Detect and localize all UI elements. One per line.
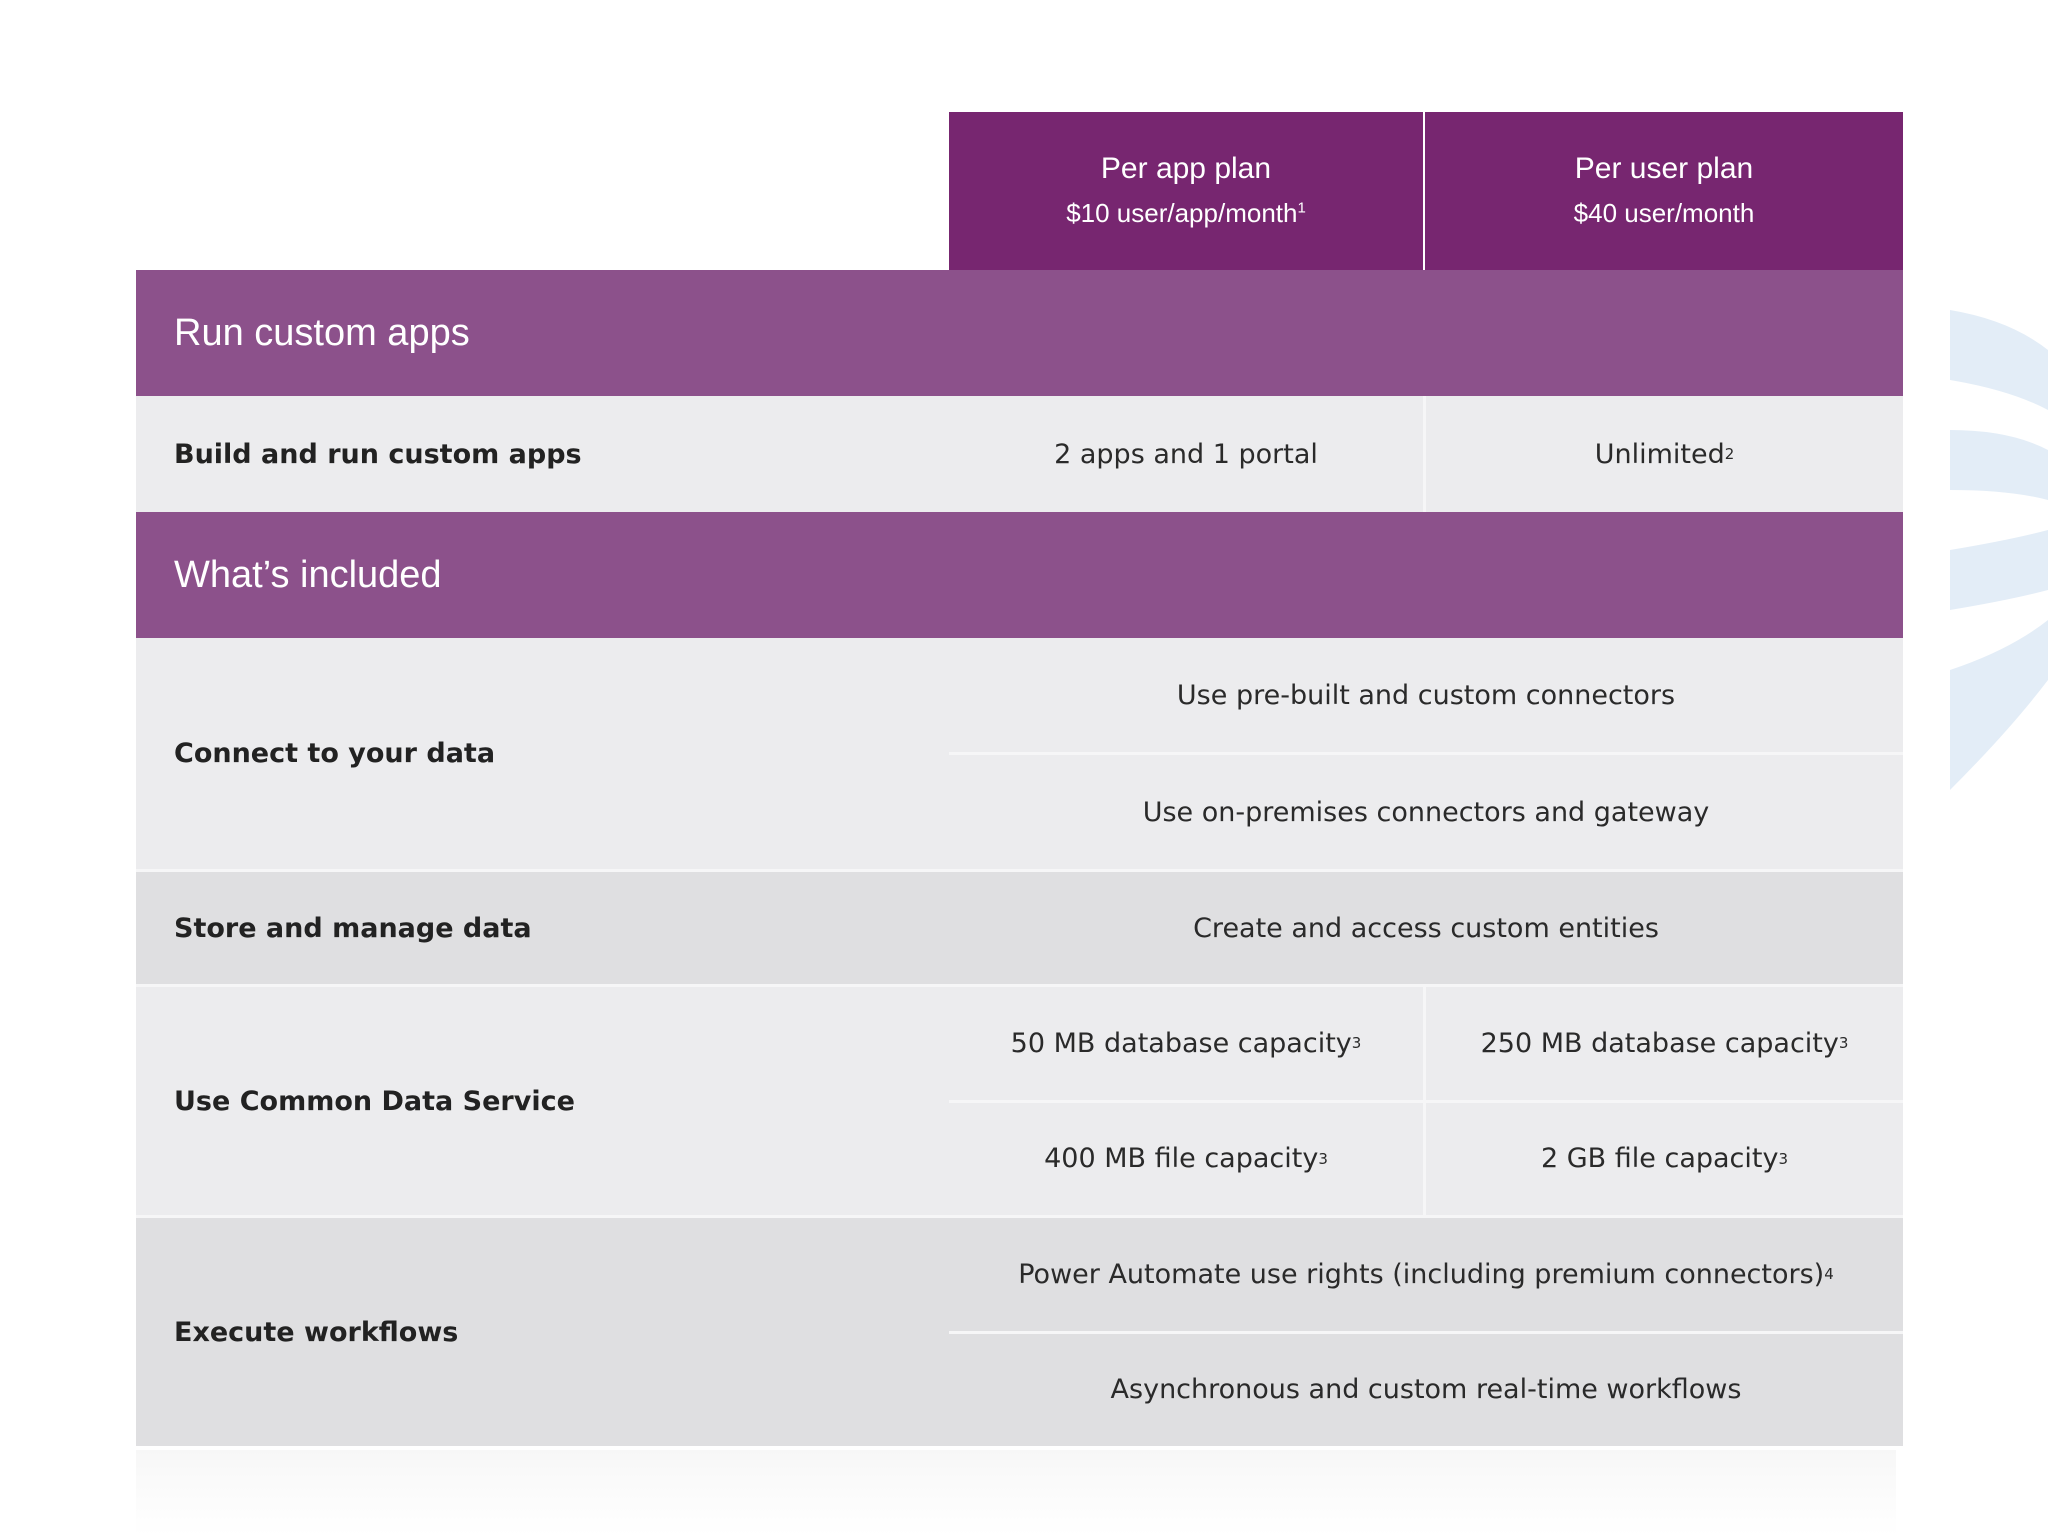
plan-header-row [136, 112, 1903, 270]
cell-per-user: 250 MB database capacity 3 [1480, 1027, 1849, 1059]
row-common-data-service [136, 984, 1903, 1215]
cell-per-app: 50 MB database capacity 3 [949, 987, 1426, 1100]
cell-row [949, 987, 1903, 1100]
header-spacer [136, 112, 949, 270]
cell-shared: Create and access custom entities [1193, 912, 1659, 944]
cell-per-app: 400 MB file capacity 3 [949, 1103, 1426, 1216]
row-cells [949, 638, 1903, 869]
row-cells [949, 1218, 1903, 1446]
pricing-comparison-table [136, 112, 1903, 1446]
cell-text: Unlimited [1594, 438, 1725, 470]
cell-shared: Use on-premises connectors and gateway [1142, 796, 1710, 828]
row-label: Execute workflows [174, 1316, 459, 1348]
cell-row [949, 1218, 1903, 1331]
cell-row [949, 396, 1903, 512]
row-label: Build and run custom apps [174, 438, 582, 470]
plan-price-text: $40 user/month [1573, 198, 1755, 228]
row-label: Use Common Data Service [174, 1085, 575, 1117]
plan-price [1574, 191, 1755, 235]
cell-text: 2 apps and 1 portal [1054, 438, 1318, 470]
cell-text: 250 MB database capacity [1480, 1027, 1839, 1059]
plan-header-per-user [1425, 112, 1903, 270]
cell-row [949, 638, 1903, 752]
cell-text: 400 MB file capacity [1044, 1143, 1319, 1175]
cell-shared: Power Automate use rights (including premium connectors) 4 [1018, 1258, 1834, 1290]
decorative-arc-icon [1950, 300, 2048, 800]
cell-row [949, 1100, 1903, 1216]
plan-name: Per user plan [1574, 152, 1754, 185]
cell-row [949, 752, 1903, 869]
row-connect-data [136, 638, 1903, 869]
row-label: Connect to your data [174, 738, 496, 769]
plan-header-per-app [949, 112, 1423, 270]
row-label: Store and manage data [174, 912, 532, 944]
cell-per-app [949, 396, 1426, 512]
row-execute-workflows [136, 1215, 1903, 1446]
section-header-whats-included: What’s included [136, 512, 1903, 638]
cell-text: 2 GB file capacity [1540, 1143, 1779, 1175]
cell-shared: Asynchronous and custom real-time workflows [1110, 1374, 1742, 1406]
row-cells [949, 396, 1903, 512]
cell-text: Power Automate use rights (including premium connectors) [1018, 1258, 1825, 1290]
section-header-run-custom-apps: Run custom apps [136, 270, 1903, 396]
footnote-marker: 1 [1297, 199, 1306, 217]
plan-name: Per app plan [1100, 152, 1272, 185]
row-build-run-apps [136, 396, 1903, 512]
plan-price-text: $10 user/app/month [1066, 198, 1298, 228]
cell-per-user: 2 GB file capacity 3 [1540, 1143, 1789, 1175]
cell-row [949, 1331, 1903, 1447]
plan-price [1066, 191, 1306, 235]
row-cells [949, 987, 1903, 1215]
cell-shared: Use pre-built and custom connectors [1176, 679, 1676, 711]
bottom-fade [136, 1450, 1896, 1536]
row-cells [949, 872, 1903, 984]
cell-row [949, 872, 1903, 984]
cell-per-user: Unlimited 2 [1594, 438, 1735, 470]
cell-text: 50 MB database capacity [1010, 1027, 1352, 1059]
row-store-manage-data [136, 869, 1903, 984]
